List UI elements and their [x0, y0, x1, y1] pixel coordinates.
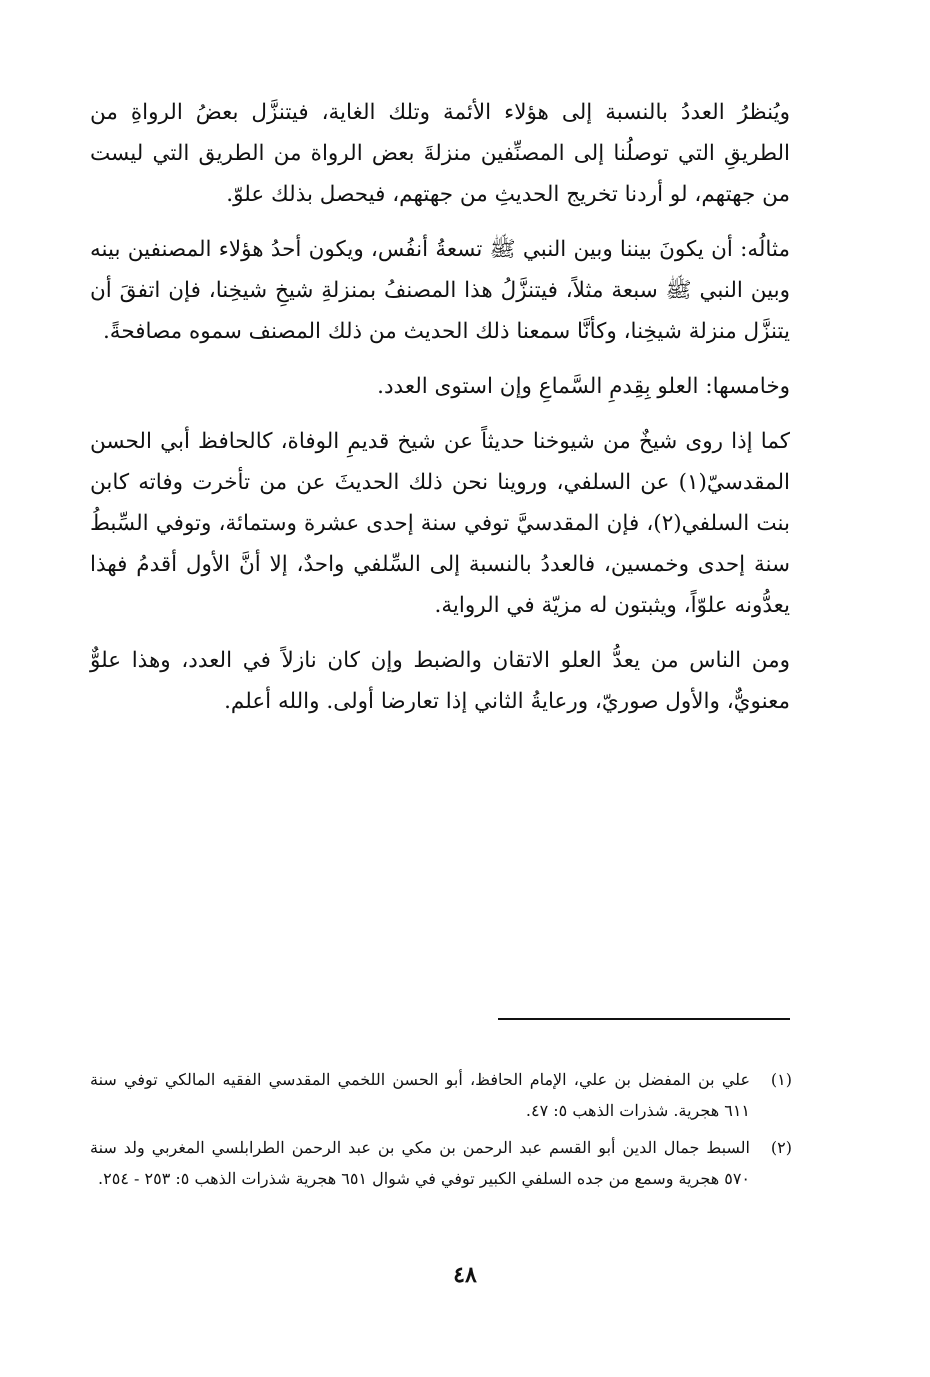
- footnote-2: [90, 1132, 792, 1194]
- paragraph-3: وخامسها: العلو بِقِدمِ السَّماعِ وإن استوى العدد.: [377, 374, 790, 399]
- page-number: ٤٨: [453, 1262, 477, 1288]
- paragraph-4: كما إذا روى شيخٌ من شيوخنا حديثاً عن شيخ قديمِ الوفاة، كالحافظ أبي الحسن المقدسيّ(١) عن السلفي، وروينا نحن ذلك الحديثَ عن من تأخرت وفاته كابن بنت السلفي(٢)، فإن المقدسيَّ توفي سنة إحدى عشرة وستمائة، وتوفي السِّبطُ سنة إحدى وخمسين، فالعددُ بالنسبة إلى السِّلفي واحدٌ، إلا أنَّ الأول أقدمُ فهذا يعدُّونه علوّاً، ويثبتون له مزيّة في الرواية.: [90, 429, 790, 618]
- footnote-divider: [498, 1018, 790, 1020]
- footnote-text: السبط جمال الدين أبو القسم عبد الرحمن بن مكي بن عبد الرحمن الطرابلسي المغربي ولد سنة ٥٧٠ هجرية وسمع من جده السلفي الكبير توفي في شوال ٦٥١ هجرية شذرات الذهب ٥: ٢٥٣ - ٢٥٤.: [90, 1138, 750, 1188]
- footnote-text: علي بن المفضل بن علي، الإمام الحافظ، أبو الحسن اللخمي المقدسي الفقيه المالكي توفي سنة ٦١١ هجرية. شذرات الذهب ٥: ٤٧.: [90, 1070, 750, 1120]
- footnotes: [90, 1064, 792, 1200]
- footnote-number: (١): [770, 1070, 792, 1089]
- paragraph-2: مثالُه: أن يكونَ بيننا وبين النبي ﷺ تسعةُ أنفُس، ويكون أحدُ هؤلاء المصنفين بينه وبين النبي ﷺ سبعة مثلاً، فيتنزَّلُ هذا المصنفُ بمنزلةِ شيخِ شيخِنا، فإن اتفقَ أن يتنزَّل منزلة شيخِنا، وكأنَّا سمعنا ذلك الحديث من ذلك المصنف سموه مصافحةً.: [90, 237, 790, 344]
- paragraph-5: ومن الناس من يعدُّ العلو الاتقان والضبط وإن كان نازلاً في العدد، وهذا علوٌّ معنويٌّ، والأول صوريّ، ورعايةُ الثاني إذا تعارضا أولى. والله أعلم.: [90, 648, 790, 714]
- footnote-number: (٢): [770, 1138, 792, 1157]
- paragraph-1: ويُنظرُ العددُ بالنسبة إلى هؤلاء الأئمة وتلك الغاية، فيتنزَّل بعضُ الرواةِ من الطريقِ التي توصلُنا إلى المصنِّفين منزلةَ بعض الرواة من الطريق التي ليست من جهتهم، لو أردنا تخريج الحديثِ من جهتهم، فيحصل بذلك علوّ.: [90, 100, 790, 207]
- footnote-1: [90, 1064, 792, 1126]
- main-text: [90, 92, 790, 736]
